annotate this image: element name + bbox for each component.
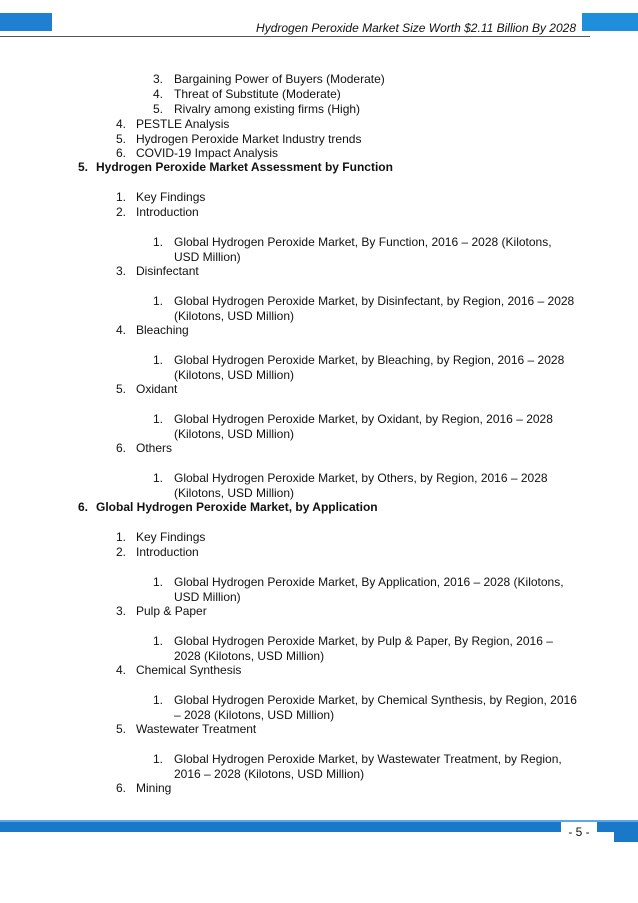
toc-item-text: Rivalry among existing firms (High) (174, 102, 361, 116)
toc-item-number: 1. (153, 235, 164, 249)
toc-item-text: Global Hydrogen Peroxide Market, By Application, 2016 – 2028 (Kilotons, (174, 575, 564, 589)
header-accent-left (0, 13, 52, 31)
toc-item-number: 5. (116, 382, 127, 396)
header-rule (0, 36, 590, 37)
toc-item-number: 6. (116, 146, 127, 160)
toc-item-text-continued: 2016 – 2028 (Kilotons, USD Million) (174, 767, 365, 781)
toc-item-text: Mining (136, 781, 172, 795)
toc-item-text: Key Findings (136, 530, 206, 544)
toc-item-text-continued: – 2028 (Kilotons, USD Million) (174, 708, 335, 722)
toc-item-number: 4. (116, 323, 127, 337)
toc-item-text-continued: USD Million) (174, 250, 241, 264)
toc-item-number: 1. (153, 471, 164, 485)
toc-item-text: COVID-19 Impact Analysis (136, 146, 279, 160)
toc-item-number: 1. (153, 353, 164, 367)
toc-item-text: Wastewater Treatment (136, 722, 257, 736)
toc-item-number: 6. (116, 781, 127, 795)
toc-item-text: Global Hydrogen Peroxide Market, by Chemical Synthesis, by Region, 2016 (174, 693, 577, 707)
toc-item-number: 1. (153, 693, 164, 707)
toc-item-text: Global Hydrogen Peroxide Market, by Disinfectant, by Region, 2016 – 2028 (174, 294, 575, 308)
toc-item-text-continued: 2028 (Kilotons, USD Million) (174, 649, 325, 663)
toc-item-number: 3. (116, 264, 127, 278)
toc-item-text: Others (136, 441, 173, 455)
toc-item-text-continued: (Kilotons, USD Million) (174, 427, 295, 441)
toc-item-text: Introduction (136, 205, 199, 219)
toc-item-number: 1. (153, 412, 164, 426)
toc-item-text: Introduction (136, 545, 199, 559)
toc-item-text: Global Hydrogen Peroxide Market, by Oxidant, by Region, 2016 – 2028 (174, 412, 553, 426)
toc-item-number: 4. (116, 117, 127, 131)
toc-item-text-continued: (Kilotons, USD Million) (174, 368, 295, 382)
toc-item-number: 1. (153, 634, 164, 648)
toc-item-number: 5. (116, 722, 127, 736)
toc-item-number: 5. (78, 160, 89, 174)
page-number: - 5 - (561, 822, 597, 842)
toc-item-text: Global Hydrogen Peroxide Market, by Pulp & Paper, By Region, 2016 – (174, 634, 553, 648)
toc-item-text: Global Hydrogen Peroxide Market, By Function, 2016 – 2028 (Kilotons, (174, 235, 552, 249)
toc-item-text: Global Hydrogen Peroxide Market, by Others, by Region, 2016 – 2028 (174, 471, 548, 485)
toc-item-text-continued: USD Million) (174, 590, 241, 604)
toc-item-text: Disinfectant (136, 264, 199, 278)
header-title: Hydrogen Peroxide Market Size Worth $2.11 Billion By 2028 (256, 21, 576, 35)
toc-item-text: Threat of Substitute (Moderate) (174, 87, 341, 101)
header-accent-right (582, 13, 638, 31)
toc-item-number: 6. (78, 500, 89, 514)
toc-item-number: 1. (153, 752, 164, 766)
toc-item-text: Chemical Synthesis (136, 663, 242, 677)
toc-item-text: Key Findings (136, 190, 206, 204)
toc-item-number: 5. (153, 102, 164, 116)
toc-item-number: 1. (153, 294, 164, 308)
toc-item-number: 2. (116, 205, 127, 219)
toc-item-text: Global Hydrogen Peroxide Market, by Bleaching, by Region, 2016 – 2028 (174, 353, 565, 367)
toc-item-text: Global Hydrogen Peroxide Market, by Wastewater Treatment, by Region, (174, 752, 562, 766)
footer-accent-right (614, 822, 638, 842)
footer-bar (0, 822, 638, 832)
toc-section-title: Global Hydrogen Peroxide Market, by Application (96, 500, 378, 514)
toc-item-number: 5. (116, 132, 127, 146)
toc-item-number: 4. (153, 87, 164, 101)
toc-item-text: Oxidant (136, 382, 178, 396)
toc-item-number: 4. (116, 663, 127, 677)
toc-item-text: PESTLE Analysis (136, 117, 230, 131)
toc-item-text-continued: (Kilotons, USD Million) (174, 309, 295, 323)
toc-item-text: Bleaching (136, 323, 189, 337)
toc-item-number: 1. (116, 530, 127, 544)
toc-item-text-continued: (Kilotons, USD Million) (174, 486, 295, 500)
toc-item-text: Pulp & Paper (136, 604, 207, 618)
toc-item-text: Bargaining Power of Buyers (Moderate) (174, 72, 385, 86)
toc-item-number: 3. (116, 604, 127, 618)
toc-item-number: 6. (116, 441, 127, 455)
toc-item-number: 3. (153, 72, 164, 86)
toc-item-number: 2. (116, 545, 127, 559)
toc-section-title: Hydrogen Peroxide Market Assessment by Function (96, 160, 393, 174)
toc-item-number: 1. (153, 575, 164, 589)
toc-item-number: 1. (116, 190, 127, 204)
toc-item-text: Hydrogen Peroxide Market Industry trends (136, 132, 362, 146)
